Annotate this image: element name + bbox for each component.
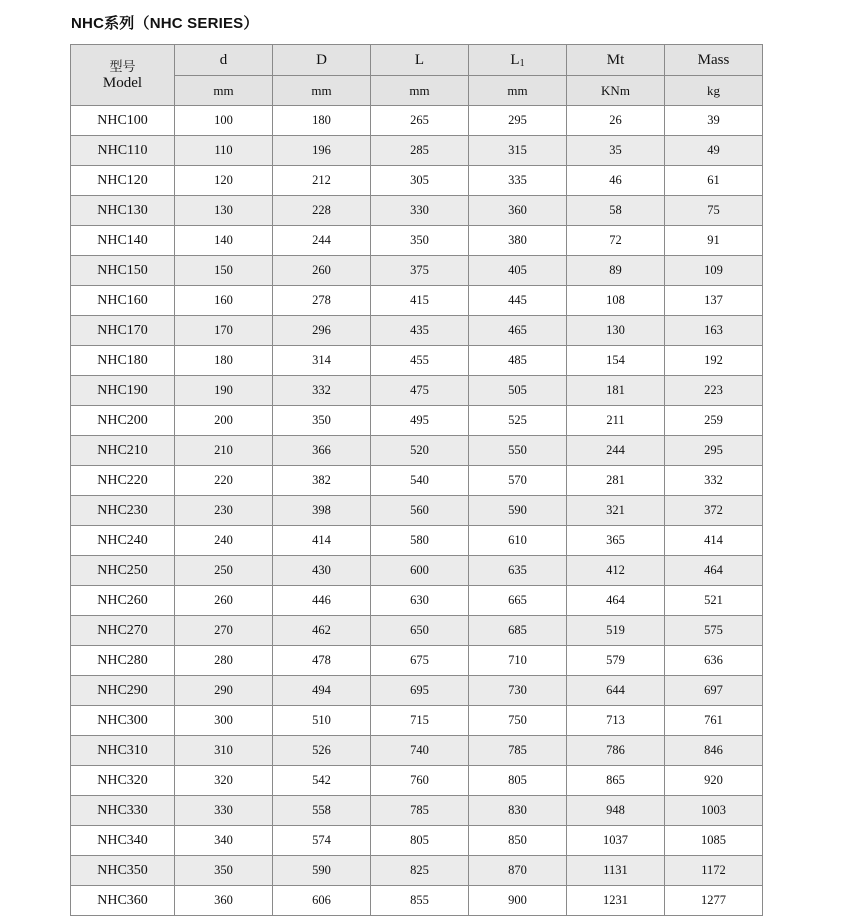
- cell-model: NHC310: [71, 736, 175, 766]
- cell-model: NHC140: [71, 226, 175, 256]
- cell-value: 108: [567, 286, 665, 316]
- cell-value: 730: [469, 676, 567, 706]
- table-row: [71, 466, 763, 496]
- cell-value: 920: [665, 766, 763, 796]
- table-row: [71, 436, 763, 466]
- cell-value: 89: [567, 256, 665, 286]
- cell-value: 130: [175, 196, 273, 226]
- header-cell-symbol-Mass: [665, 45, 763, 76]
- cell-value: 715: [371, 706, 469, 736]
- cell-value: 415: [371, 286, 469, 316]
- cell-value: 192: [665, 346, 763, 376]
- cell-value: 375: [371, 256, 469, 286]
- cell-value: 1037: [567, 826, 665, 856]
- cell-value: 180: [273, 106, 371, 136]
- cell-value: 244: [567, 436, 665, 466]
- cell-value: 1277: [665, 886, 763, 916]
- cell-value: 600: [371, 556, 469, 586]
- header-symbol-text: Mt: [606, 51, 625, 68]
- header-cell-model: [71, 45, 175, 106]
- cell-value: 210: [175, 436, 273, 466]
- cell-value: 414: [665, 526, 763, 556]
- cell-model: NHC220: [71, 466, 175, 496]
- cell-value: 855: [371, 886, 469, 916]
- cell-model: NHC330: [71, 796, 175, 826]
- cell-value: 846: [665, 736, 763, 766]
- cell-model: NHC260: [71, 586, 175, 616]
- header-symbol-subscript: 1: [519, 57, 525, 69]
- cell-value: 740: [371, 736, 469, 766]
- cell-value: 650: [371, 616, 469, 646]
- cell-value: 1085: [665, 826, 763, 856]
- cell-value: 330: [175, 796, 273, 826]
- header-cell-unit-d: mm: [175, 76, 273, 106]
- header-cell-symbol-L: [371, 45, 469, 76]
- table-row: [71, 136, 763, 166]
- cell-value: 405: [469, 256, 567, 286]
- cell-value: 91: [665, 226, 763, 256]
- cell-model: NHC250: [71, 556, 175, 586]
- cell-value: 300: [175, 706, 273, 736]
- table-row: [71, 736, 763, 766]
- table-row: [71, 766, 763, 796]
- cell-value: 140: [175, 226, 273, 256]
- header-cell-unit-L1: mm: [469, 76, 567, 106]
- cell-value: 636: [665, 646, 763, 676]
- cell-value: 830: [469, 796, 567, 826]
- cell-value: 825: [371, 856, 469, 886]
- cell-value: 435: [371, 316, 469, 346]
- cell-value: 465: [469, 316, 567, 346]
- cell-value: 697: [665, 676, 763, 706]
- cell-value: 710: [469, 646, 567, 676]
- cell-value: 335: [469, 166, 567, 196]
- cell-model: NHC340: [71, 826, 175, 856]
- cell-model: NHC160: [71, 286, 175, 316]
- cell-value: 212: [273, 166, 371, 196]
- cell-value: 259: [665, 406, 763, 436]
- cell-model: NHC300: [71, 706, 175, 736]
- cell-model: NHC210: [71, 436, 175, 466]
- cell-value: 58: [567, 196, 665, 226]
- table-row: [71, 526, 763, 556]
- table-row: [71, 676, 763, 706]
- cell-value: 542: [273, 766, 371, 796]
- cell-value: 1003: [665, 796, 763, 826]
- cell-value: 314: [273, 346, 371, 376]
- cell-value: 137: [665, 286, 763, 316]
- cell-value: 366: [273, 436, 371, 466]
- cell-value: 181: [567, 376, 665, 406]
- cell-value: 280: [175, 646, 273, 676]
- cell-value: 685: [469, 616, 567, 646]
- cell-value: 109: [665, 256, 763, 286]
- header-cell-symbol-L1: [469, 45, 567, 76]
- cell-model: NHC240: [71, 526, 175, 556]
- cell-value: 380: [469, 226, 567, 256]
- page-title: NHC系列（NHC SERIES）: [71, 15, 259, 32]
- cell-value: 295: [665, 436, 763, 466]
- cell-value: 675: [371, 646, 469, 676]
- header-row-units: [71, 76, 763, 106]
- cell-value: 761: [665, 706, 763, 736]
- cell-value: 485: [469, 346, 567, 376]
- header-symbol-text: L: [510, 51, 520, 68]
- header-model-cn: 型号: [109, 59, 136, 74]
- cell-value: 805: [371, 826, 469, 856]
- cell-model: NHC190: [71, 376, 175, 406]
- cell-value: 575: [665, 616, 763, 646]
- table-row: [71, 886, 763, 916]
- header-cell-symbol-Mt: [567, 45, 665, 76]
- cell-value: 525: [469, 406, 567, 436]
- cell-value: 35: [567, 136, 665, 166]
- cell-value: 785: [469, 736, 567, 766]
- cell-value: 170: [175, 316, 273, 346]
- header-symbol-text: L: [414, 51, 425, 68]
- cell-model: NHC280: [71, 646, 175, 676]
- cell-value: 574: [273, 826, 371, 856]
- cell-value: 120: [175, 166, 273, 196]
- cell-value: 310: [175, 736, 273, 766]
- cell-value: 49: [665, 136, 763, 166]
- header-symbol-text: Mass: [697, 51, 730, 68]
- cell-value: 360: [175, 886, 273, 916]
- cell-value: 365: [567, 526, 665, 556]
- cell-value: 1231: [567, 886, 665, 916]
- cell-value: 110: [175, 136, 273, 166]
- cell-value: 520: [371, 436, 469, 466]
- cell-value: 250: [175, 556, 273, 586]
- cell-value: 244: [273, 226, 371, 256]
- cell-value: 295: [469, 106, 567, 136]
- cell-value: 550: [469, 436, 567, 466]
- table-row: [71, 826, 763, 856]
- header-symbol-text: D: [316, 51, 327, 68]
- cell-value: 713: [567, 706, 665, 736]
- cell-value: 446: [273, 586, 371, 616]
- table-row: [71, 286, 763, 316]
- cell-value: 786: [567, 736, 665, 766]
- cell-value: 695: [371, 676, 469, 706]
- table-row: [71, 106, 763, 136]
- cell-value: 350: [371, 226, 469, 256]
- cell-value: 785: [371, 796, 469, 826]
- cell-value: 665: [469, 586, 567, 616]
- cell-value: 865: [567, 766, 665, 796]
- cell-value: 590: [469, 496, 567, 526]
- cell-value: 850: [469, 826, 567, 856]
- table-row: [71, 556, 763, 586]
- cell-value: 760: [371, 766, 469, 796]
- header-cell-symbol-D: [273, 45, 371, 76]
- table-row: [71, 616, 763, 646]
- cell-value: 412: [567, 556, 665, 586]
- cell-value: 278: [273, 286, 371, 316]
- cell-value: 281: [567, 466, 665, 496]
- cell-value: 610: [469, 526, 567, 556]
- cell-value: 230: [175, 496, 273, 526]
- table-body: [71, 106, 763, 916]
- cell-value: 948: [567, 796, 665, 826]
- cell-value: 285: [371, 136, 469, 166]
- cell-value: 580: [371, 526, 469, 556]
- cell-value: 372: [665, 496, 763, 526]
- cell-value: 320: [175, 766, 273, 796]
- cell-value: 46: [567, 166, 665, 196]
- cell-value: 519: [567, 616, 665, 646]
- cell-value: 260: [273, 256, 371, 286]
- cell-model: NHC110: [71, 136, 175, 166]
- cell-model: NHC350: [71, 856, 175, 886]
- cell-value: 360: [469, 196, 567, 226]
- table-row: [71, 256, 763, 286]
- table-row: [71, 586, 763, 616]
- cell-model: NHC100: [71, 106, 175, 136]
- cell-value: 180: [175, 346, 273, 376]
- cell-value: 382: [273, 466, 371, 496]
- table-row: [71, 226, 763, 256]
- cell-value: 510: [273, 706, 371, 736]
- cell-value: 240: [175, 526, 273, 556]
- specifications-table: [70, 44, 763, 916]
- cell-value: 630: [371, 586, 469, 616]
- cell-model: NHC360: [71, 886, 175, 916]
- cell-value: 200: [175, 406, 273, 436]
- cell-value: 579: [567, 646, 665, 676]
- cell-value: 350: [175, 856, 273, 886]
- table-row: [71, 376, 763, 406]
- cell-value: 495: [371, 406, 469, 436]
- cell-value: 805: [469, 766, 567, 796]
- table-row: [71, 196, 763, 226]
- cell-value: 321: [567, 496, 665, 526]
- cell-value: 398: [273, 496, 371, 526]
- cell-value: 39: [665, 106, 763, 136]
- cell-value: 150: [175, 256, 273, 286]
- table-row: [71, 706, 763, 736]
- cell-value: 154: [567, 346, 665, 376]
- cell-value: 1131: [567, 856, 665, 886]
- cell-value: 445: [469, 286, 567, 316]
- header-cell-unit-L: mm: [371, 76, 469, 106]
- table-row: [71, 346, 763, 376]
- cell-value: 570: [469, 466, 567, 496]
- cell-value: 462: [273, 616, 371, 646]
- cell-value: 644: [567, 676, 665, 706]
- cell-value: 475: [371, 376, 469, 406]
- cell-value: 220: [175, 466, 273, 496]
- cell-value: 61: [665, 166, 763, 196]
- table-header: [71, 45, 763, 106]
- cell-value: 290: [175, 676, 273, 706]
- cell-model: NHC290: [71, 676, 175, 706]
- cell-value: 26: [567, 106, 665, 136]
- cell-value: 521: [665, 586, 763, 616]
- cell-model: NHC130: [71, 196, 175, 226]
- cell-model: NHC200: [71, 406, 175, 436]
- cell-value: 75: [665, 196, 763, 226]
- cell-value: 540: [371, 466, 469, 496]
- cell-value: 590: [273, 856, 371, 886]
- table-row: [71, 166, 763, 196]
- header-cell-symbol-d: [175, 45, 273, 76]
- cell-value: 606: [273, 886, 371, 916]
- cell-value: 464: [665, 556, 763, 586]
- cell-value: 478: [273, 646, 371, 676]
- header-cell-unit-Mt: KNm: [567, 76, 665, 106]
- cell-value: 505: [469, 376, 567, 406]
- cell-model: NHC320: [71, 766, 175, 796]
- cell-model: NHC230: [71, 496, 175, 526]
- cell-value: 72: [567, 226, 665, 256]
- cell-value: 228: [273, 196, 371, 226]
- cell-model: NHC150: [71, 256, 175, 286]
- cell-model: NHC180: [71, 346, 175, 376]
- cell-value: 350: [273, 406, 371, 436]
- cell-value: 163: [665, 316, 763, 346]
- cell-value: 340: [175, 826, 273, 856]
- cell-value: 494: [273, 676, 371, 706]
- table-row: [71, 496, 763, 526]
- header-symbol-text: d: [219, 51, 228, 68]
- cell-value: 190: [175, 376, 273, 406]
- table-row: [71, 646, 763, 676]
- table-row: [71, 316, 763, 346]
- cell-value: 130: [567, 316, 665, 346]
- cell-value: 464: [567, 586, 665, 616]
- cell-value: 1172: [665, 856, 763, 886]
- cell-model: NHC170: [71, 316, 175, 346]
- cell-value: 558: [273, 796, 371, 826]
- cell-value: 332: [273, 376, 371, 406]
- header-cell-unit-D: mm: [273, 76, 371, 106]
- header-cell-unit-Mass: kg: [665, 76, 763, 106]
- cell-value: 900: [469, 886, 567, 916]
- cell-value: 750: [469, 706, 567, 736]
- header-model-en: Model: [102, 75, 143, 91]
- cell-value: 100: [175, 106, 273, 136]
- cell-value: 223: [665, 376, 763, 406]
- table-row: [71, 796, 763, 826]
- cell-value: 260: [175, 586, 273, 616]
- cell-value: 315: [469, 136, 567, 166]
- cell-value: 635: [469, 556, 567, 586]
- cell-value: 430: [273, 556, 371, 586]
- cell-value: 270: [175, 616, 273, 646]
- cell-value: 414: [273, 526, 371, 556]
- table-row: [71, 856, 763, 886]
- cell-value: 305: [371, 166, 469, 196]
- cell-value: 330: [371, 196, 469, 226]
- table-row: [71, 406, 763, 436]
- cell-value: 526: [273, 736, 371, 766]
- cell-value: 211: [567, 406, 665, 436]
- header-row-symbols: [71, 45, 763, 76]
- cell-model: NHC120: [71, 166, 175, 196]
- cell-value: 870: [469, 856, 567, 886]
- cell-value: 160: [175, 286, 273, 316]
- cell-model: NHC270: [71, 616, 175, 646]
- cell-value: 265: [371, 106, 469, 136]
- cell-value: 296: [273, 316, 371, 346]
- cell-value: 196: [273, 136, 371, 166]
- cell-value: 560: [371, 496, 469, 526]
- cell-value: 455: [371, 346, 469, 376]
- cell-value: 332: [665, 466, 763, 496]
